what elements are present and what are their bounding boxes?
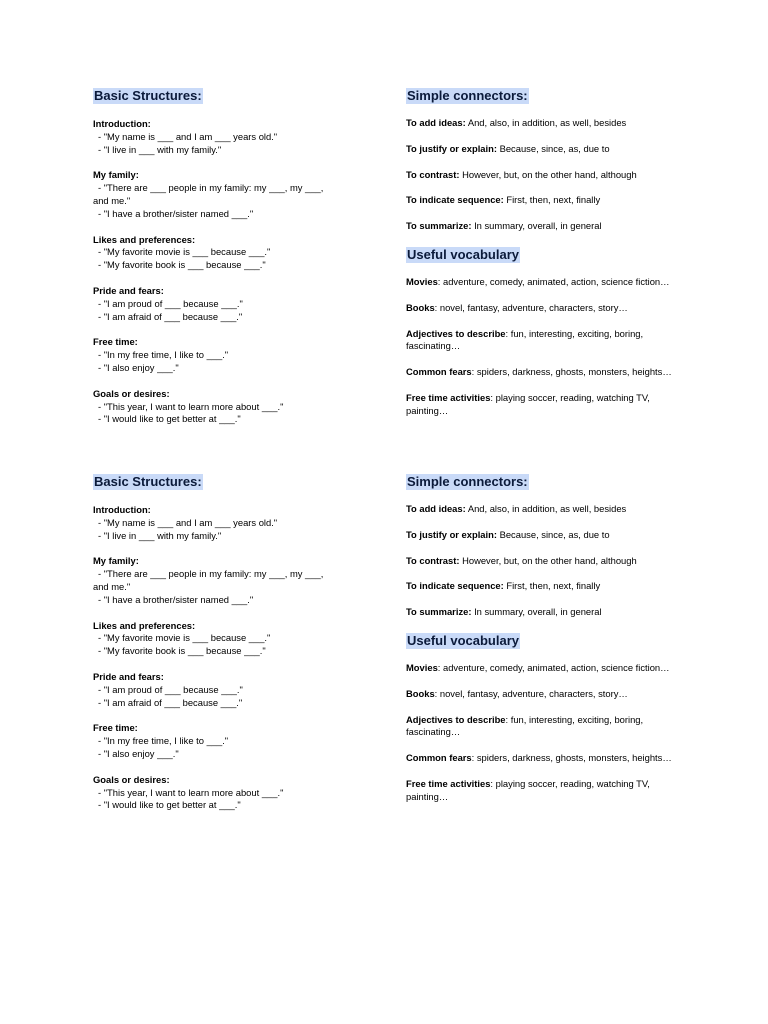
connector-text: And, also, in addition, as well, besides [465,503,627,514]
structure-sentence: - "This year, I want to learn more about ___." [98,786,284,798]
structure-section [93,774,373,812]
vocabulary-text: : spiders, darkness, ghosts, monsters, heights… [471,366,672,378]
structure-sentence: - "In my free time, I like to ___." [98,349,229,361]
vocabulary-text: : playing soccer, reading, watching TV, painting… [406,391,650,416]
structure-section-title: Likes and preferences: [93,233,196,245]
structure-section [93,285,373,323]
basic-structures-column [93,473,373,825]
connector-text: Because, since, as, due to [496,142,610,154]
connector-item [406,503,681,516]
connector-item [406,529,681,542]
connector-item [406,117,681,130]
vocabulary-text: : fun, interesting, exciting, boring, fascinating… [406,713,644,738]
structure-section [93,118,373,156]
structure-sentence: - "I have a brother/sister named ___." [98,593,254,605]
vocabulary-text: : novel, fantasy, adventure, characters, story… [434,301,628,313]
connector-text: In summary, overall, in general [471,220,602,232]
structure-section-title: My family: [93,169,139,181]
vocabulary-text: : novel, fantasy, adventure, characters, story… [434,687,628,699]
simple-connectors-heading: Simple connectors: [407,474,528,489]
structure-sentence: - "In my free time, I like to ___." [98,735,229,747]
connector-label: To summarize: [406,220,472,232]
structure-section-title: Free time: [93,336,138,348]
vocabulary-label: Movies [406,661,438,673]
connector-label: To justify or explain: [406,528,497,540]
structure-sentence: - "I am afraid of ___ because ___." [98,696,243,708]
basic-structures-column [93,87,373,439]
structure-section-title: Pride and fears: [93,670,164,682]
structure-sentence: - "I am proud of ___ because ___." [98,683,243,695]
vocabulary-label: Free time activities [406,777,491,789]
structure-sentence: - "There are ___ people in my family: my ___, my ___, [98,182,324,194]
vocabulary-label: Adjectives to describe [406,327,506,339]
structure-sentence: - "My favorite movie is ___ because ___." [98,246,271,258]
connector-label: To indicate sequence: [406,194,504,206]
structure-sentence: - "I am proud of ___ because ___." [98,297,243,309]
structure-sentence: - "My name is ___ and I am ___ years old." [98,130,278,142]
structure-sentence: - "My favorite movie is ___ because ___." [98,632,271,644]
vocabulary-text: : adventure, comedy, animated, action, science fiction… [437,661,670,673]
basic-structures-sections [93,504,373,812]
connector-item [406,580,681,593]
structure-section-title: Introduction: [93,118,151,129]
structure-sentence: - "My favorite book is ___ because ___." [98,259,266,271]
structure-sentence: - "There are ___ people in my family: my ___, my ___, [98,568,324,580]
vocabulary-text: : spiders, darkness, ghosts, monsters, heights… [471,752,672,764]
vocabulary-item [406,392,681,418]
vocabulary-label: Books [406,687,435,699]
useful-vocabulary-heading: Useful vocabulary [407,246,519,262]
vocabulary-label: Movies [406,275,438,287]
vocabulary-item [406,662,681,675]
structure-section-title: Free time: [93,722,138,734]
connector-label: To summarize: [406,606,472,618]
basic-structures-heading: Basic Structures: [94,88,202,103]
vocabulary-list [406,662,681,804]
connector-text: In summary, overall, in general [471,606,602,618]
simple-connectors-heading: Simple connectors: [407,88,528,103]
connector-label: To contrast: [406,168,460,180]
vocabulary-text: : fun, interesting, exciting, boring, fascinating… [406,327,644,352]
connector-label: To add ideas: [406,117,466,128]
vocabulary-label: Adjectives to describe [406,713,506,725]
structure-section [93,388,373,426]
structure-section-title: My family: [93,555,139,567]
structure-section-title: Introduction: [93,504,151,515]
vocabulary-text: : adventure, comedy, animated, action, science fiction… [437,275,670,287]
vocabulary-label: Books [406,301,435,313]
structure-section [93,722,373,760]
connector-item [406,606,681,619]
structure-section [93,504,373,542]
vocabulary-item [406,328,681,354]
structure-section [93,555,373,606]
connector-text: However, but, on the other hand, although [459,168,637,180]
basic-structures-sections [93,118,373,426]
structure-sentence: - "My name is ___ and I am ___ years old." [98,516,278,528]
connector-item [406,169,681,182]
connector-label: To indicate sequence: [406,580,504,592]
connectors-column [406,87,681,431]
connector-text: Because, since, as, due to [496,528,610,540]
connector-text: However, but, on the other hand, although [459,554,637,566]
connectors-list [406,117,681,233]
structure-sentence: - "I have a brother/sister named ___." [98,207,254,219]
vocabulary-text: : playing soccer, reading, watching TV, painting… [406,777,650,802]
structure-sentence: - "I would like to get better at ___." [98,413,241,425]
structure-sentence: - "I live in ___ with my family." [98,143,222,155]
structure-sentence: - "I also enjoy ___." [98,361,179,373]
connector-text: First, then, next, finally [503,194,601,206]
vocabulary-item [406,276,681,289]
structure-sentence: - "I would like to get better at ___." [98,799,241,811]
connectors-list [406,503,681,619]
connector-item [406,143,681,156]
structure-sentence: - "I am afraid of ___ because ___." [98,310,243,322]
vocabulary-label: Common fears [406,752,472,764]
structure-section [93,671,373,709]
vocabulary-item [406,752,681,765]
vocabulary-label: Free time activities [406,391,491,403]
vocabulary-label: Common fears [406,366,472,378]
connector-label: To contrast: [406,554,460,566]
connector-item [406,220,681,233]
vocabulary-item [406,302,681,315]
structure-sentence: and me." [93,580,131,592]
connector-text: First, then, next, finally [503,580,601,592]
connector-text: And, also, in addition, as well, besides [465,117,627,128]
vocabulary-item [406,688,681,701]
structure-section [93,169,373,220]
structure-section-title: Likes and preferences: [93,619,196,631]
connector-label: To add ideas: [406,503,466,514]
connector-item [406,555,681,568]
vocabulary-item [406,778,681,804]
structure-sentence: - "My favorite book is ___ because ___." [98,645,266,657]
connectors-column [406,473,681,817]
structure-sentence: - "This year, I want to learn more about ___." [98,400,284,412]
structure-sentence: and me." [93,194,131,206]
structure-sentence: - "I live in ___ with my family." [98,529,222,541]
basic-structures-heading: Basic Structures: [94,474,202,489]
structure-section [93,336,373,374]
connector-label: To justify or explain: [406,142,497,154]
structure-section [93,620,373,658]
structure-section-title: Goals or desires: [93,387,170,399]
structure-sentence: - "I also enjoy ___." [98,747,179,759]
vocabulary-item [406,714,681,740]
useful-vocabulary-heading: Useful vocabulary [407,632,519,648]
connector-item [406,194,681,207]
vocabulary-list [406,276,681,418]
vocabulary-item [406,366,681,379]
structure-section [93,234,373,272]
structure-section-title: Pride and fears: [93,284,164,296]
structure-section-title: Goals or desires: [93,773,170,785]
